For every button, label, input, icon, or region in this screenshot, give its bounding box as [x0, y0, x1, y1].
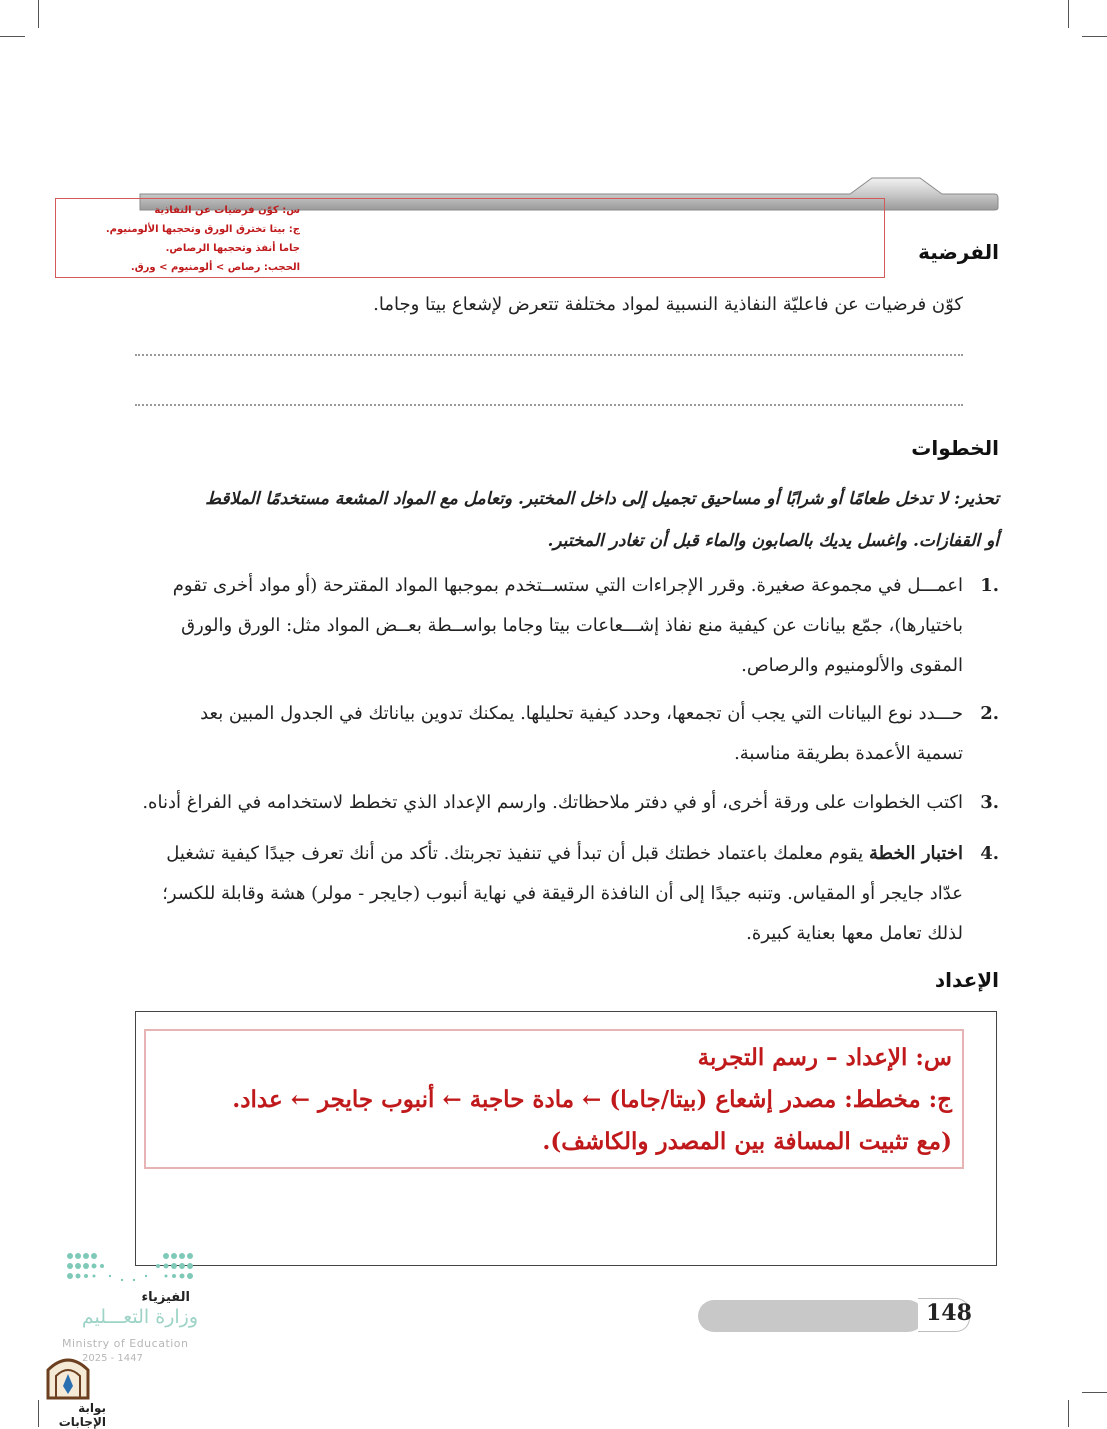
- step-number: 3.: [980, 792, 999, 813]
- step-text: [133, 694, 963, 774]
- annotation-line: ج: بيتا تخترق الورق وتحجبها الألومنيوم.: [105, 224, 300, 235]
- step-line-text: يقوم معلمك باعتماد خطتك قبل أن تبدأ في تنفيذ تجربتك. تأكد من أنك تعرف جيدًا كيفية تشغيل: [166, 843, 864, 864]
- crop-mark: [1068, 1400, 1069, 1427]
- annotation-line: الحجب: رصاص > ألومنيوم > ورق.: [130, 262, 300, 273]
- site-logo-icon: [44, 1350, 92, 1400]
- safety-warning: [129, 478, 999, 562]
- site-name: بوابة الإجابات: [58, 1401, 106, 1429]
- step-number: 1.: [980, 575, 999, 596]
- page-number: 148: [926, 1300, 972, 1326]
- steps-heading: الخطوات: [911, 436, 999, 460]
- ministry-logo-icon: [62, 1248, 202, 1294]
- step-line: اعمـــل في مجموعة صغيرة. وقرر الإجراءات التي ستســتخدم بموجبها المواد المقترحة (أو مواد أخرى تقوم: [172, 575, 963, 596]
- crop-mark: [0, 36, 25, 37]
- hypothesis-heading: الفرضية: [918, 240, 999, 264]
- answer-annotation-box: [55, 198, 885, 278]
- step-text: [133, 783, 963, 823]
- crop-mark: [38, 0, 39, 28]
- step-number: 2.: [980, 703, 999, 724]
- step-bold-lead: اختبار الخطة: [869, 843, 963, 864]
- setup-answer-question: س: الإعداد – رسم التجربة: [697, 1044, 952, 1071]
- warning-line: أو القفازات. واغسل يديك بالصابون والماء قبل أن تغادر المختبر.: [547, 531, 999, 551]
- hypothesis-text: كوّن فرضيات عن فاعليّة النفاذية النسبية لمواد مختلفة تتعرض لإشعاع بيتا وجاما.: [373, 294, 963, 315]
- annotation-line: س: كوّن فرضيات عن النفاذية: [154, 205, 300, 216]
- ministry-name-en: Ministry of Education: [62, 1337, 189, 1350]
- setup-answer-line: (مع تثبيت المسافة بين المصدر والكاشف).: [542, 1128, 952, 1155]
- step-line: عدّاد جايجر أو المقياس. وتنبه جيدًا إلى أن النافذة الرقيقة في نهاية أنبوب (جايجر - مولر) هشة وقابلة للكسر؛: [162, 883, 963, 904]
- warning-line: تحذير: لا تدخل طعامًا أو شرابًا أو مساحيق تجميل إلى داخل المختبر. وتعامل مع المواد المشعة مستخدمًا الملاقط: [205, 489, 999, 509]
- step-line: اكتب الخطوات على ورقة أخرى، أو في دفتر ملاحظاتك. وارسم الإعداد الذي تخطط لاستخدامه في الفراغ أدناه.: [142, 792, 963, 813]
- subject-label: الفيزياء: [141, 1290, 190, 1305]
- step-line: [133, 834, 963, 874]
- ministry-name-ar: وزارة التعـــليم: [81, 1306, 198, 1328]
- setup-heading: الإعداد: [934, 968, 999, 992]
- crop-mark: [1082, 1392, 1107, 1393]
- step-line: لذلك تعامل معها بعناية كبيرة.: [746, 923, 963, 944]
- step-number: 4.: [980, 843, 999, 864]
- step-text: [133, 566, 963, 686]
- step-line: المقوى والألومنيوم والرصاص.: [741, 655, 963, 676]
- setup-drawing-box: [135, 1011, 997, 1266]
- crop-mark: [1068, 0, 1069, 28]
- setup-answer-box: [144, 1029, 964, 1169]
- answer-line: [135, 354, 963, 356]
- edition-year: 2025 - 1447: [82, 1353, 143, 1364]
- step-line: باختيارها)، جمّع بيانات عن كيفية منع نفاذ إشـــعاعات بيتا وجاما بواســطة بعــض المواد مثل: الورق والورق: [181, 615, 963, 636]
- step-line: تسمية الأعمدة بطريقة مناسبة.: [734, 743, 963, 764]
- page-number-bar: [698, 1300, 924, 1332]
- answer-line: [135, 404, 963, 406]
- setup-answer-line: ج: مخطط: مصدر إشعاع (بيتا/جاما) ← مادة حاجبة ← أنبوب جايجر ← عداد.: [232, 1086, 952, 1113]
- step-line: حـــدد نوع البيانات التي يجب أن تجمعها، وحدد كيفية تحليلها. يمكنك تدوين بياناتك في الجدول المبين بعد: [200, 703, 963, 724]
- annotation-line: جاما أنفذ وتحجبها الرصاص.: [165, 243, 300, 254]
- step-text: [133, 834, 963, 954]
- crop-mark: [1082, 36, 1107, 37]
